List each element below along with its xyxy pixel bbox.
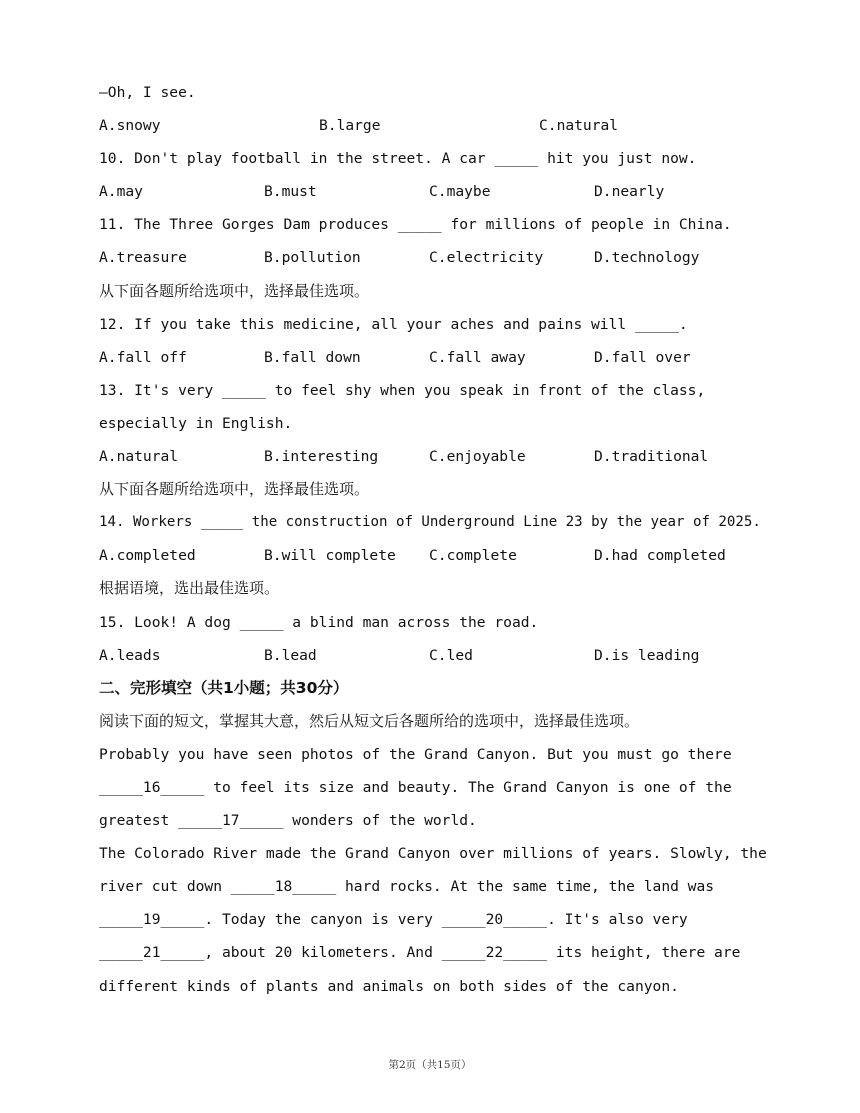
q12-option-a: A.fall off [99,348,187,366]
q10-stem: 10. Don't play football in the street. A car _____ hit you just now. [99,150,697,168]
q12-option-d: D.fall over [594,348,691,366]
q13-option-a: A.natural [99,448,179,466]
q14-option-a: A.completed [99,547,196,565]
q13-option-c: C.enjoyable [429,448,526,466]
passage-line-6: _____19_____. Today the canyon is very _____20_____. It's also very [99,911,688,929]
instruction-3: 根据语境，选出最佳选项。 [99,579,280,598]
q12-option-b: B.fall down [264,348,361,366]
passage-line-1: Probably you have seen photos of the Grand Canyon. But you must go there [99,745,732,763]
q15-options [99,639,779,672]
q13-options [99,440,779,473]
q15-option-c: C.led [429,646,473,664]
passage-line-2: _____16_____ to feel its size and beauty. The Grand Canyon is one of the [99,778,732,796]
passage-line-5: river cut down _____18_____ hard rocks. At the same time, the land was [99,878,715,896]
q11-option-b: B.pollution [264,249,361,267]
q14-option-c: C.complete [429,547,517,565]
q15-stem: 15. Look! A dog _____ a blind man across the road. [99,613,539,631]
q9-options [99,109,779,142]
q12-options [99,341,779,374]
passage-line-3: greatest _____17_____ wonders of the world. [99,812,477,830]
q11-stem: 11. The Three Gorges Dam produces _____ for millions of people in China. [99,216,732,234]
q11-option-d: D.technology [594,249,700,267]
q10-option-c: C.maybe [429,183,491,201]
section-heading-cloze: 二、完形填空（共1小题；共30分） [99,678,349,697]
q12-stem: 12. If you take this medicine, all your aches and pains will _____. [99,315,688,333]
q13-stem-line-2: especially in English. [99,414,293,432]
passage-line-7: _____21_____, about 20 kilometers. And _____22_____ its height, there are [99,944,741,962]
q14-stem: 14. Workers _____ the construction of Underground Line 23 by the year of 2025. [99,514,761,531]
instruction-2: 从下面各题所给选项中，选择最佳选项。 [99,480,370,499]
q9-option-c: C.natural [539,117,619,135]
q12-option-c: C.fall away [429,348,526,366]
q9-option-b: B.large [319,117,381,135]
passage-line-8: different kinds of plants and animals on both sides of the canyon. [99,977,679,995]
page-content [99,76,779,1003]
instruction-1: 从下面各题所给选项中，选择最佳选项。 [99,281,370,300]
q11-option-c: C.electricity [429,249,544,267]
q10-options [99,175,779,208]
q13-option-d: D.traditional [594,448,709,466]
q13-option-b: B.interesting [264,448,379,466]
q9-option-a: A.snowy [99,117,161,135]
q10-option-b: B.must [264,183,317,201]
q15-option-a: A.leads [99,646,161,664]
cloze-instruction: 阅读下面的短文，掌握其大意，然后从短文后各题所给的选项中，选择最佳选项。 [99,711,640,730]
q11-option-a: A.treasure [99,249,187,267]
q10-option-d: D.nearly [594,183,665,201]
page-footer: 第2页（共15页） [388,1059,472,1071]
q13-stem-line-1: 13. It's very _____ to feel shy when you speak in front of the class, [99,381,706,399]
q15-option-b: B.lead [264,646,317,664]
passage-line-4: The Colorado River made the Grand Canyon over millions of years. Slowly, the [99,845,767,863]
q14-option-d: D.had completed [594,547,726,565]
q14-option-b: B.will complete [264,547,396,565]
q15-option-d: D.is leading [594,646,700,664]
q10-option-a: A.may [99,183,143,201]
q11-options [99,241,779,274]
q9-dialogue-tail: —Oh, I see. [99,84,196,101]
q14-options [99,539,779,572]
